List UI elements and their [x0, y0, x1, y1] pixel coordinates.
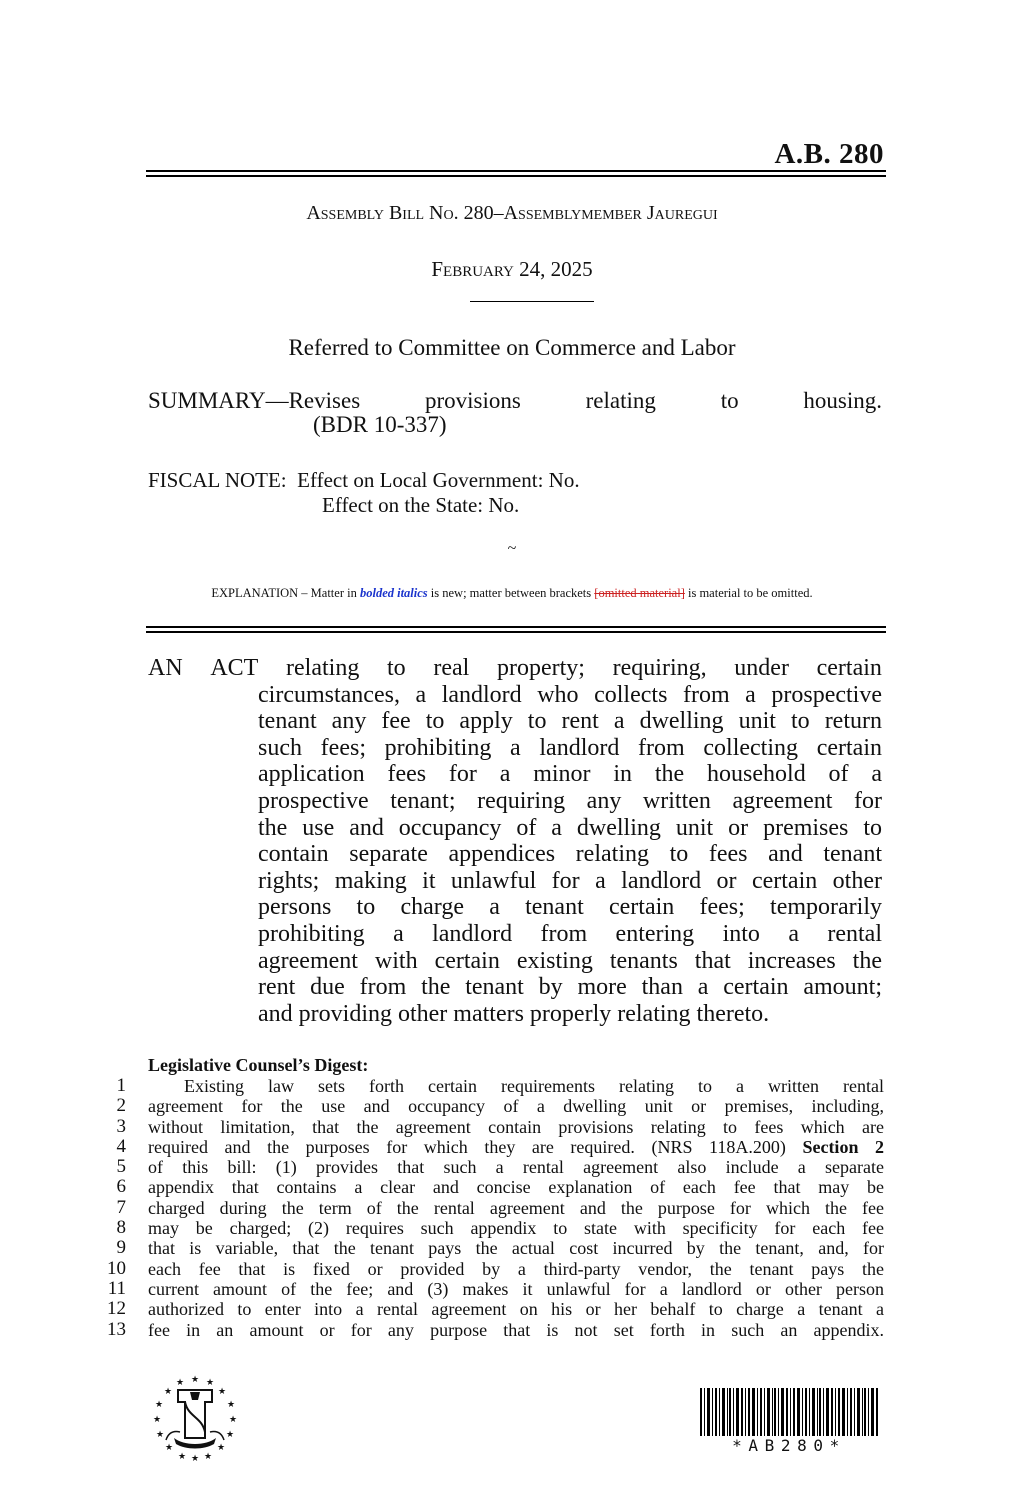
summary-line — [148, 388, 882, 414]
digest-heading: Legislative Counsel’s Digest: — [148, 1055, 369, 1075]
bill-date: February 24, 2025 — [431, 257, 593, 281]
digest — [104, 1076, 884, 1340]
svg-text:★: ★ — [205, 1378, 215, 1388]
summary-word: housing. — [803, 388, 882, 413]
header-rule — [146, 170, 886, 177]
section-reference: Section 2 — [802, 1136, 885, 1157]
line-number: 6 — [116, 1176, 126, 1198]
svg-text:★: ★ — [190, 1375, 200, 1385]
digest-line — [104, 1076, 884, 1096]
summary-word: SUMMARY—Revises — [148, 388, 361, 413]
svg-text:★: ★ — [216, 1443, 226, 1453]
line-number: 13 — [107, 1318, 126, 1340]
summary — [148, 388, 882, 438]
summary-word: to — [720, 388, 739, 413]
act-title — [148, 655, 882, 1027]
svg-text:★: ★ — [163, 1387, 173, 1397]
fiscal-line-local — [148, 468, 580, 493]
explanation-new-text: bolded italics — [359, 586, 428, 600]
explanation — [0, 586, 1024, 601]
act-line: persons to charge a tenant certain fees; temporarily — [258, 894, 882, 921]
line-number: 7 — [116, 1196, 126, 1218]
act-line: and providing other matters properly relating thereto. — [258, 1000, 770, 1027]
digest-line — [104, 1320, 884, 1340]
summary-word: provisions — [424, 388, 521, 413]
digest-line — [104, 1177, 884, 1197]
act-word: relating — [286, 655, 360, 681]
digest-text: agreement for the use and occupancy of a dwelling unit or premises, including, — [148, 1096, 884, 1117]
digest-line — [104, 1299, 884, 1319]
svg-text:★: ★ — [175, 1378, 185, 1388]
bill-title-line: Assembly Bill No. 280–Assemblymember Jauregui — [306, 202, 718, 224]
digest-line — [104, 1259, 884, 1279]
digest-text: of this bill: (1) provides that such a rental agreement also include a separate — [148, 1157, 884, 1178]
digest-text: current amount of the fee; and (3) makes it unlawful for a landlord or other person — [148, 1278, 884, 1299]
svg-text:★: ★ — [217, 1387, 227, 1397]
summary-bdr: (BDR 10-337) — [313, 412, 447, 437]
act-line: rights; making it unlawful for a landlord or certain other — [258, 867, 882, 894]
nevada-state-seal-icon — [150, 1372, 240, 1462]
digest-text: that is variable, that the tenant pays the actual cost incurred by the tenant, and, for — [148, 1238, 884, 1259]
act-line: application fees for a minor in the household of a — [258, 761, 882, 788]
barcode — [700, 1388, 878, 1436]
line-number: 4 — [116, 1135, 126, 1157]
line-number: 5 — [116, 1156, 126, 1178]
digest-text: without limitation, that the agreement contain provisions relating to fees which are — [148, 1116, 884, 1137]
tilde-separator: ~ — [507, 540, 517, 557]
act-line: the use and occupancy of a dwelling unit or premises to — [258, 814, 882, 841]
svg-text:★: ★ — [226, 1400, 236, 1410]
svg-text:★: ★ — [225, 1430, 235, 1440]
act-line: such fees; prohibiting a landlord from collecting certain — [258, 734, 882, 761]
act-line: prospective tenant; requiring any written agreement for — [258, 787, 882, 814]
fiscal-local: Effect on Local Government: No. — [297, 468, 580, 492]
explanation-prefix: EXPLANATION – Matter in — [211, 586, 360, 600]
svg-text:★: ★ — [177, 1452, 187, 1462]
digest-text: Existing law sets forth certain requirements relating to a written rental — [184, 1076, 884, 1096]
line-number: 2 — [116, 1095, 126, 1117]
referral-line: Referred to Committee on Commerce and Labor — [288, 335, 736, 360]
digest-text: each fee that is fixed or provided by a third-party vendor, the tenant pays the — [148, 1258, 884, 1279]
act-word: certain — [816, 655, 882, 681]
line-number: 12 — [107, 1298, 126, 1320]
fiscal-label: FISCAL NOTE: — [148, 468, 287, 492]
digest-text: fee in an amount or for any purpose that is not set forth in such an appendix. — [148, 1319, 884, 1340]
svg-text:★: ★ — [155, 1430, 165, 1440]
line-number: 9 — [116, 1237, 126, 1259]
digest-line — [104, 1117, 884, 1137]
act-word: property; — [496, 655, 585, 681]
svg-text:★: ★ — [228, 1415, 238, 1425]
explanation-middle: is new; matter between brackets — [427, 586, 595, 600]
digest-line — [104, 1157, 884, 1177]
explanation-omitted-text: [omitted material] — [594, 586, 685, 600]
digest-line — [104, 1279, 884, 1299]
act-word: ACT — [210, 655, 259, 681]
act-line: tenant any fee to apply to rent a dwelling unit to return — [258, 708, 882, 735]
line-number: 8 — [116, 1217, 126, 1239]
act-line: agreement with certain existing tenants that increases the — [258, 947, 882, 974]
svg-text:★: ★ — [152, 1415, 162, 1425]
bill-id: A.B. 280 — [774, 138, 884, 170]
digest-text: required and the purposes for which they are required. (NRS 118A.200) — [148, 1136, 786, 1157]
date-rule — [470, 301, 594, 302]
act-word: requiring, — [612, 655, 707, 681]
line-number: 11 — [107, 1277, 126, 1299]
digest-text-with-bold — [148, 1137, 884, 1157]
explanation-rule — [146, 626, 886, 633]
act-word: to — [387, 655, 406, 681]
act-word: real — [433, 655, 470, 681]
act-first-line — [148, 655, 882, 682]
digest-text: charged during the term of the rental agreement and the purpose for which the fee — [148, 1197, 884, 1218]
line-number: 10 — [107, 1257, 126, 1279]
act-word: under — [734, 655, 789, 681]
svg-text:★: ★ — [164, 1443, 174, 1453]
digest-text: appendix that contains a clear and concise explanation of each fee that may be — [148, 1177, 884, 1198]
digest-line — [104, 1137, 884, 1157]
digest-text: may be charged; (2) requires such appendix to state with specificity for each fee — [148, 1218, 884, 1239]
barcode-text: *AB280* — [732, 1436, 846, 1455]
fiscal-note — [148, 468, 580, 518]
summary-word: relating — [585, 388, 656, 413]
digest-text: authorized to enter into a rental agreement on his or her behalf to charge a tenant a — [148, 1299, 884, 1320]
act-line: prohibiting a landlord from entering into a rental — [258, 920, 882, 947]
fiscal-state: Effect on the State: No. — [322, 493, 520, 517]
digest-line — [104, 1218, 884, 1238]
act-line: circumstances, a landlord who collects from a prospective — [258, 681, 882, 708]
svg-text:★: ★ — [190, 1454, 200, 1462]
svg-text:★: ★ — [203, 1452, 213, 1462]
explanation-suffix: is material to be omitted. — [684, 586, 813, 600]
act-line: rent due from the tenant by more than a certain amount; — [258, 974, 882, 1001]
line-number: 1 — [116, 1075, 126, 1096]
act-line: contain separate appendices relating to fees and tenant — [258, 841, 882, 868]
digest-line — [104, 1096, 884, 1116]
svg-text:★: ★ — [154, 1400, 164, 1410]
digest-line — [104, 1238, 884, 1258]
digest-line — [104, 1198, 884, 1218]
line-number: 3 — [116, 1115, 126, 1137]
act-word: AN — [148, 655, 183, 681]
